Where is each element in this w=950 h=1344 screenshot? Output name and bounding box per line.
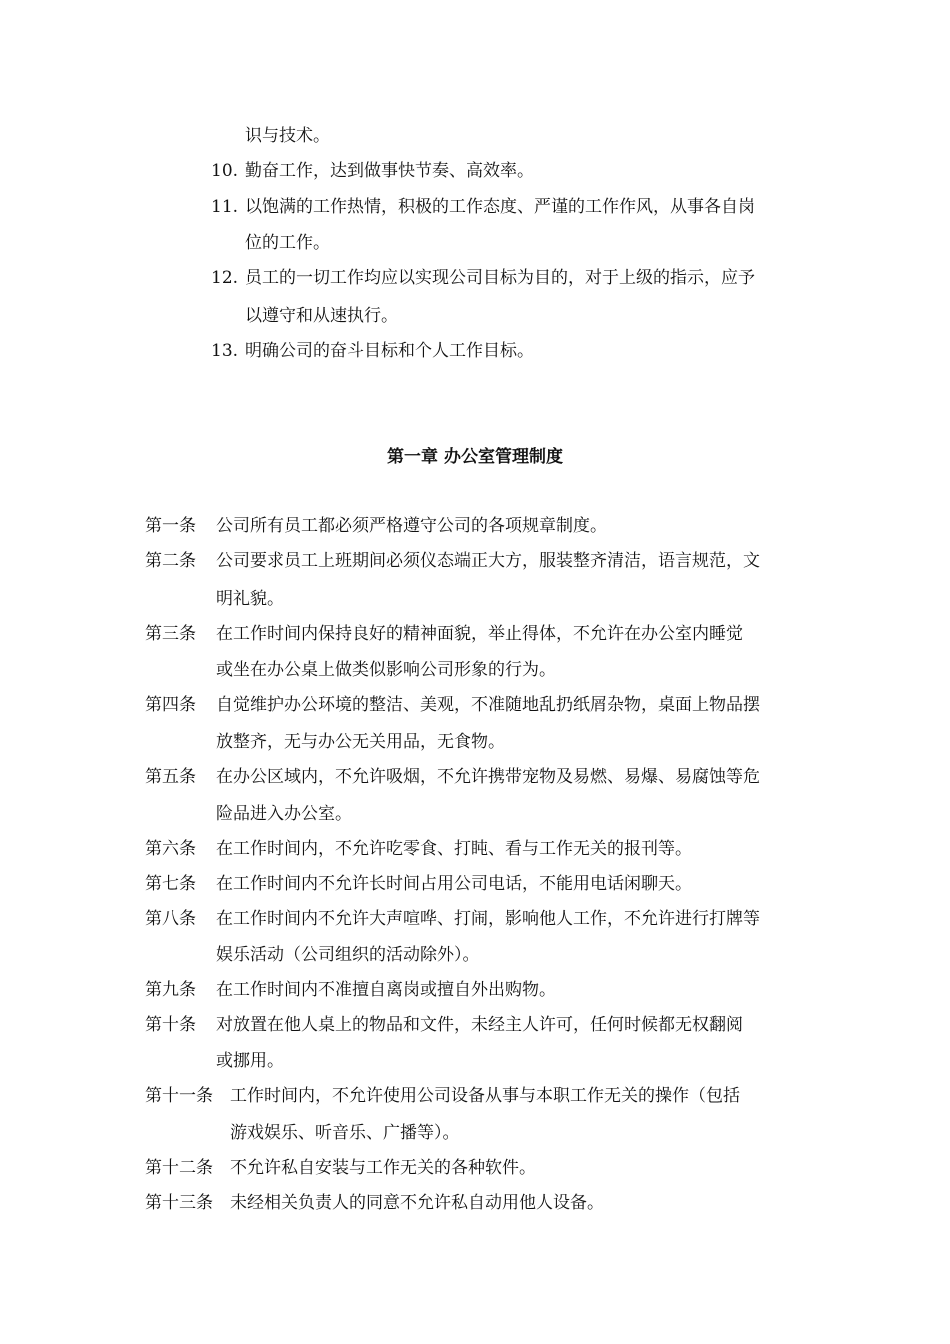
article-text: 在工作时间内保持良好的精神面貌，举止得体，不允许在办公室内睡觉 bbox=[216, 624, 743, 644]
article-number: 第十条 bbox=[145, 1015, 196, 1035]
article-text: 或坐在办公桌上做类似影响公司形象的行为。 bbox=[216, 660, 556, 680]
article-text: 未经相关负责人的同意不允许私自动用他人设备。 bbox=[230, 1193, 604, 1213]
list-item-text: 以饱满的工作热情，积极的工作态度、严谨的工作作风，从事各自岗 bbox=[245, 197, 755, 217]
article-text: 在工作时间内不允许大声喧哗、打闹，影响他人工作，不允许进行打牌等 bbox=[216, 909, 760, 929]
list-item-text: 位的工作。 bbox=[245, 233, 330, 253]
article-number: 第十一条 bbox=[145, 1086, 213, 1106]
article-text: 在办公区域内，不允许吸烟，不允许携带宠物及易燃、易爆、易腐蚀等危 bbox=[216, 767, 760, 787]
list-item-number: 10. bbox=[211, 161, 239, 181]
list-item-text: 明确公司的奋斗目标和个人工作目标。 bbox=[245, 341, 534, 361]
article-text: 在工作时间内不允许长时间占用公司电话，不能用电话闲聊天。 bbox=[216, 874, 692, 894]
list-item-number: 12. bbox=[211, 268, 239, 288]
article-text: 公司要求员工上班期间必须仪态端正大方，服装整齐清洁，语言规范，文 bbox=[216, 551, 760, 571]
article-number: 第二条 bbox=[145, 551, 196, 571]
article-number: 第九条 bbox=[145, 980, 196, 1000]
article-text: 放整齐，无与办公无关用品，无食物。 bbox=[216, 732, 505, 752]
chapter-title: 第一章 办公室管理制度 bbox=[387, 447, 563, 467]
list-item-text: 员工的一切工作均应以实现公司目标为目的，对于上级的指示，应予 bbox=[245, 268, 755, 288]
article-text: 对放置在他人桌上的物品和文件，未经主人许可，任何时候都无权翻阅 bbox=[216, 1015, 743, 1035]
article-text: 不允许私自安装与工作无关的各种软件。 bbox=[230, 1158, 536, 1178]
list-item-continuation: 识与技术。 bbox=[245, 126, 330, 146]
article-number: 第一条 bbox=[145, 516, 196, 536]
article-number: 第七条 bbox=[145, 874, 196, 894]
article-text: 或挪用。 bbox=[216, 1051, 284, 1071]
list-item-text: 勤奋工作，达到做事快节奏、高效率。 bbox=[245, 161, 534, 181]
article-number: 第四条 bbox=[145, 695, 196, 715]
article-text: 在工作时间内，不允许吃零食、打盹、看与工作无关的报刊等。 bbox=[216, 839, 692, 859]
article-number: 第八条 bbox=[145, 909, 196, 929]
article-text: 公司所有员工都必须严格遵守公司的各项规章制度。 bbox=[216, 516, 607, 536]
list-item-text: 以遵守和从速执行。 bbox=[245, 306, 398, 326]
article-text: 险品进入办公室。 bbox=[216, 804, 352, 824]
article-number: 第六条 bbox=[145, 839, 196, 859]
article-number: 第三条 bbox=[145, 624, 196, 644]
list-item-number: 13. bbox=[211, 341, 239, 361]
article-text: 自觉维护办公环境的整洁、美观，不准随地乱扔纸屑杂物，桌面上物品摆 bbox=[216, 695, 760, 715]
list-item-number: 11. bbox=[211, 197, 239, 217]
article-number: 第十二条 bbox=[145, 1158, 213, 1178]
article-number: 第五条 bbox=[145, 767, 196, 787]
article-text: 在工作时间内不准擅自离岗或擅自外出购物。 bbox=[216, 980, 556, 1000]
article-number: 第十三条 bbox=[145, 1193, 213, 1213]
article-text: 明礼貌。 bbox=[216, 589, 284, 609]
article-text: 娱乐活动（公司组织的活动除外）。 bbox=[216, 945, 480, 965]
article-text: 工作时间内，不允许使用公司设备从事与本职工作无关的操作（包括 bbox=[230, 1086, 740, 1106]
article-text: 游戏娱乐、听音乐、广播等）。 bbox=[230, 1123, 460, 1143]
